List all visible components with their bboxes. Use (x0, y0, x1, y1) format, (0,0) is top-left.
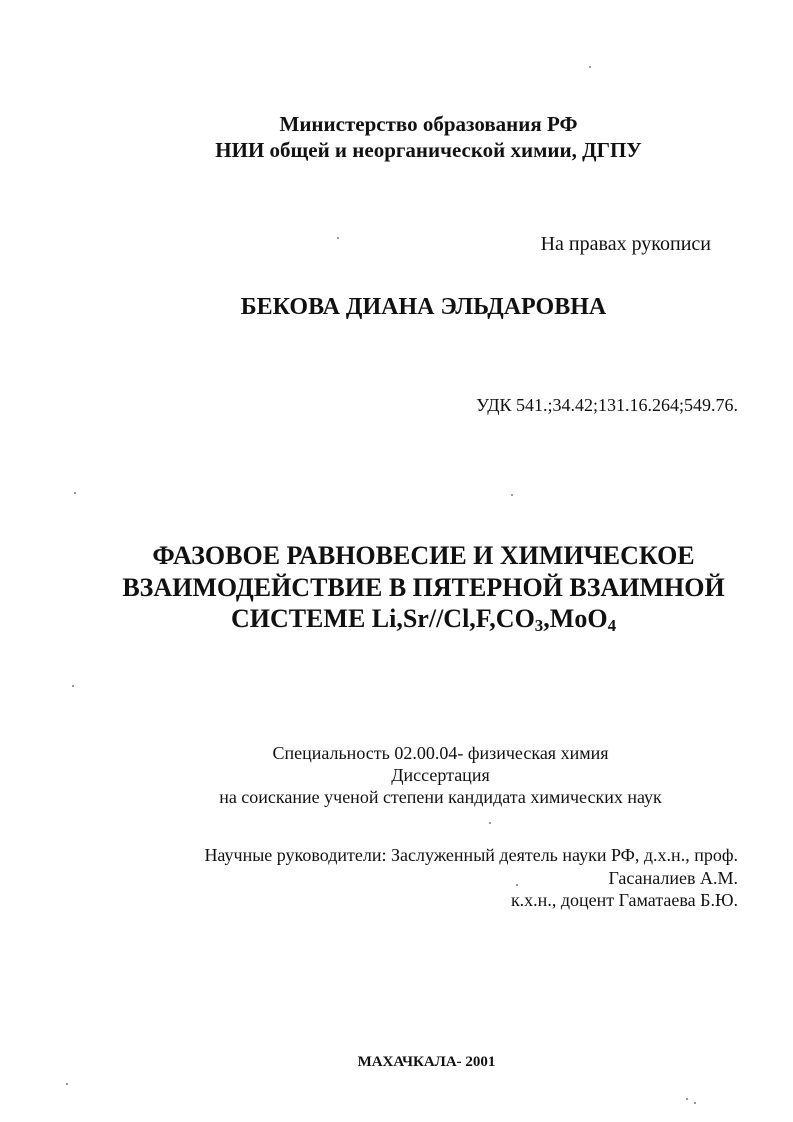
institute-heading: НИИ общей и неорганической химии, ДГПУ (215, 138, 642, 162)
udk-code: УДК 541.;34.42;131.16.264;549.76. (476, 395, 738, 415)
specialty-line: Специальность 02.00.04- физическая химия (272, 743, 609, 763)
author-name: БЕКОВА ДИАНА ЭЛЬДАРОВНА (240, 294, 607, 320)
scan-speck (337, 237, 339, 239)
scan-speck (694, 1102, 696, 1104)
title-line-3-prefix: СИСТЕМЕ Li,Sr//Cl,F,CO (230, 604, 535, 633)
supervisors-line-1: Научные руководители: Заслуженный деятель науки РФ, д.х.н., проф. (204, 845, 738, 865)
ministry-heading: Министерство образования РФ (279, 112, 578, 136)
scan-speck (66, 1083, 68, 1085)
title-line-3-mid: ,MoO (543, 604, 608, 633)
scan-speck (511, 494, 513, 496)
title-subscript-3: 3 (534, 616, 544, 635)
supervisors-line-2: Гасаналиев А.М. (608, 868, 738, 888)
scan-speck (516, 884, 518, 886)
title-line-2: ВЗАИМОДЕЙСТВИЕ В ПЯТЕРНОЙ ВЗАИМНОЙ (122, 573, 725, 602)
scan-speck (72, 685, 74, 687)
scan-speck (489, 822, 491, 824)
rights-note: На правах рукописи (540, 233, 711, 255)
supervisors-line-3: к.х.н., доцент Гаматаева Б.Ю. (510, 890, 738, 910)
degree-line: на соискание ученой степени кандидата химических наук (219, 787, 662, 807)
city-year-footer: МАХАЧКАЛА- 2001 (357, 1054, 496, 1070)
scan-speck (589, 66, 591, 68)
scan-speck (74, 492, 76, 494)
title-subscript-4: 4 (607, 616, 617, 635)
scan-speck (686, 1098, 688, 1100)
work-type-line: Диссертация (391, 765, 490, 785)
title-line-1: ФАЗОВОЕ РАВНОВЕСИЕ И ХИМИЧЕСКОЕ (152, 541, 695, 570)
title-line-3 (27, 604, 793, 634)
